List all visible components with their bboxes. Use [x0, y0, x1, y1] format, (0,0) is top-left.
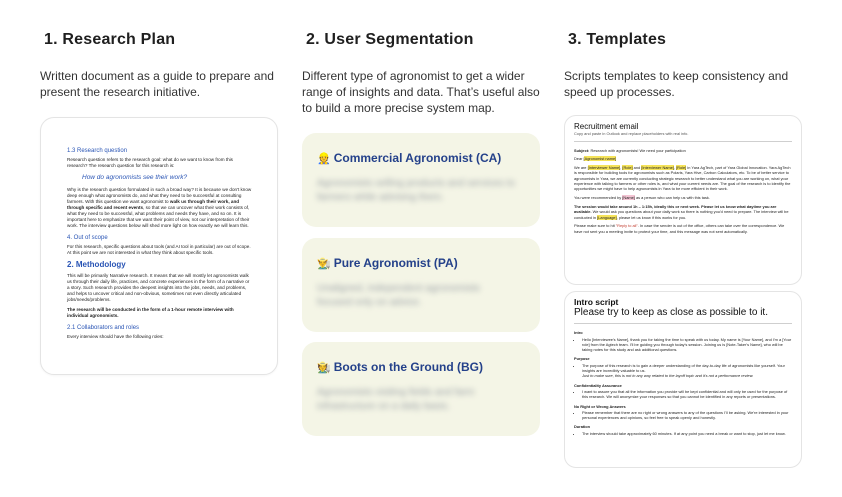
intro-script-template — [564, 291, 802, 468]
recruitment-email-template — [564, 115, 802, 285]
divider — [574, 141, 792, 142]
segment-card-commercial-agronomist — [302, 133, 540, 227]
email-paragraph: Please make sure to hit "Reply to all". In case the sender is out of the office, others can take over the correspondence. We have not sent you a meeting invite to protect your time, and this message was not sent automatically. — [574, 223, 785, 234]
template-subtitle: Please try to keep as close as possible to it. — [574, 307, 768, 319]
list-item: • Please remember that there are no right or wrong answers to any of the questions I'll be asking. We're interested in your personal experiences and opinions, so feel free to speak openly and honestly. — [582, 410, 792, 421]
list-item: Just to make sure, this is not in any way related to the layoff topic and it's not a performance review. — [582, 373, 754, 379]
section-description: Different type of agronomist to get a wider range of insights and data. That’s useful also to build a more precise system map. — [302, 69, 540, 115]
script-list — [574, 337, 792, 353]
doc-heading-methodology: 2. Methodology — [67, 260, 126, 269]
script-section-heading: Intro — [574, 330, 583, 336]
doc-paragraph: The research will be conducted in the form of a 1-hour remote interview with individual agronomists. — [67, 307, 234, 318]
segment-card-boots-on-the-ground — [302, 342, 540, 436]
script-section-heading: Purpose — [574, 356, 590, 362]
worker-emoji-icon: 👷 — [317, 153, 331, 165]
email-paragraph: We are [Interviewer Name], [Role] and [Interviewer Name], [Role] in Yara AgTech, part of Yara Global Innovation. Yara AgTech is responsible for building tools for agronomists such as Polaris, Yara Hive, Carbon Calculators, etc. To be of better service to agronomists in Yara, we are currently conducting strategic research to better understand what you are working on, what your experience with talking to farmers or other roles is, and what your current needs are. The goal of the research is to identify the opportunities we might have to help agronomists in Yara to be more efficient in their work. — [574, 165, 791, 192]
section-description: Written document as a guide to prepare and present the research initiative. — [40, 69, 274, 99]
segment-blurred-description: Unaligned, independent agronomists focused only on advice. — [317, 283, 480, 308]
doc-heading-out-of-scope: 4. Out of scope — [67, 235, 108, 241]
segment-title: 🧑‍🌾 Boots on the Ground (BG) — [317, 360, 484, 374]
template-subtitle: Copy and paste in Outlook and replace placeholders with real info. — [574, 131, 689, 137]
list-item: • The interview should take approximately 60 minutes. If at any point you need a break or want to stop, just let me know. — [582, 431, 792, 436]
section-heading: 3. Templates — [568, 31, 667, 48]
doc-paragraph: Why is the research question formulated in such a broad way? It is because we don't know deep enough what agronomists do, and what they need to be successful at consulting farmers. With this question we want agronomist to walk us through their work, and through specific and recent events, so that we can uncover what their work consists of, what they need to be successful, what problems and needs they have, and so on. It is important here to emphasize that we want their point of view, not our interpretation of their work. The interview questions below will shed more light on how exactly we will learn this. — [67, 187, 252, 228]
doc-paragraph: This will be primarily Narrative research. It means that we will mostly let agronomists walk us through their daily life, practices, and concrete experiences in the form of a narrative or a story. Such research provides the deepest insights into the jobs, needs, and problems, and helps to uncover critical and non-obvious, sometimes not even directly articulated jobs/needs/problems. — [67, 273, 250, 302]
email-greeting: Dear [Agronomist name] — [574, 156, 617, 162]
doc-heading-collaborators: 2.1 Collaborators and roles — [67, 325, 140, 331]
doc-paragraph: Every interview should have the following roles: — [67, 334, 164, 339]
template-title: Intro script — [574, 297, 619, 307]
section-heading: 1. Research Plan — [44, 31, 176, 48]
segment-blurred-description: Agronomists visiting fields and farm infrastructure on a daily basis. — [317, 387, 475, 412]
segment-card-pure-agronomist — [302, 238, 540, 332]
doc-paragraph: For this research, specific questions about tools (and AI tool in particular) are out of scope. At this point we are not interested in what they think about specific tools. — [67, 244, 251, 255]
email-subject: Subject: Research with agronomists! We need your participation — [574, 147, 686, 153]
script-list — [574, 431, 792, 436]
script-section-heading: Confidentiality Assurance — [574, 382, 622, 388]
segment-title: 👨‍🌾 Pure Agronomist (PA) — [317, 256, 458, 270]
section-description: Scripts templates to keep consistency and speed up processes. — [564, 69, 789, 99]
segment-blurred-description: Agronomists selling products and services to farmers while advising them. — [317, 178, 515, 203]
email-paragraph: The session would take around 1h – 1:15h, ideally this or next week. Please let us know what daytime you are available. We would ask you questions about your daily work so there is nothing you'd need to prepare. The interview will be conducted in [Language], please let us know if this works for you. — [574, 203, 789, 220]
doc-paragraph: Research question refers to the research goal: what do we want to know from this research? The research question for this research is: — [67, 157, 233, 168]
doc-quote: How do agronomists see their work? — [82, 174, 188, 181]
list-item: • I want to assure you that all the information you provide will be kept confidential and will only be used for the purpose of this research. We will anonymize your responses so that you cannot be identified in any reports or presentations. — [582, 389, 792, 400]
script-list — [574, 389, 792, 400]
script-section-heading: No Right or Wrong Answers — [574, 403, 626, 409]
segment-title: 👷 Commercial Agronomist (CA) — [317, 151, 502, 165]
divider — [574, 323, 792, 324]
script-list — [574, 410, 792, 421]
script-list — [574, 363, 792, 379]
research-plan-document — [40, 117, 278, 375]
farmer-emoji-icon: 👨‍🌾 — [317, 258, 331, 270]
list-item: • The purpose of this research is to gain a deeper understanding of the day-to-day life of agronomists like yourself. Your insights are incredibly valuable to us. — [582, 363, 792, 374]
email-paragraph: You were recommended by [Name] as a person who can help us with this task. — [574, 195, 710, 201]
farmer-hat-emoji-icon: 🧑‍🌾 — [317, 362, 331, 374]
section-heading: 2. User Segmentation — [306, 31, 474, 48]
doc-heading-research-question: 1.3 Research question — [67, 148, 128, 154]
template-title: Recruitment email — [574, 122, 639, 131]
list-item: • Hello [Interviewee's Name], thank you for taking the time to speak with us today. My name is [Your Name], and I'm a [Your role] from the Agtech team. I'll be guiding you through today's session. Joining us is [Note-Taker's Name], who will be taking notes for this study and ask additional questions. — [582, 337, 792, 353]
script-section-heading: Duration — [574, 424, 590, 430]
